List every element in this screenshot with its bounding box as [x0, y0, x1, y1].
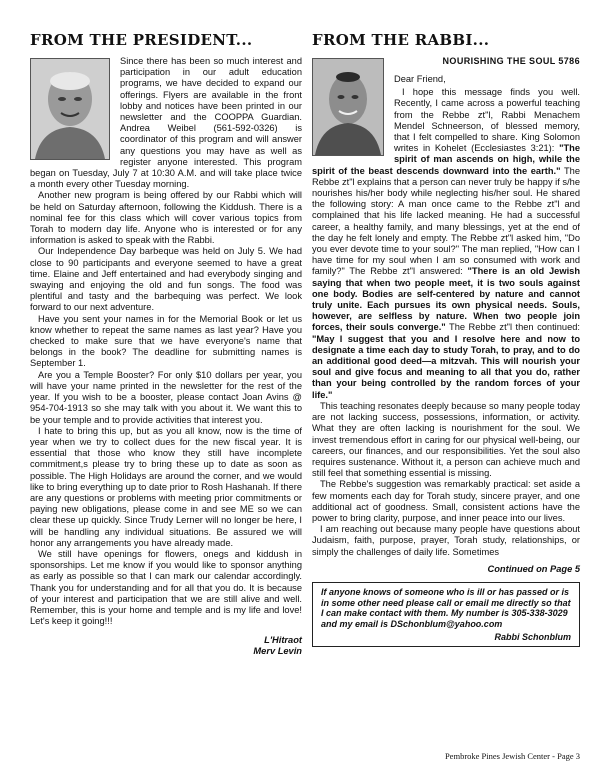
president-paragraph: Are you a Temple Booster? For only $10 dollars per year, you will have your name printed in the newsletter for the rest of the year. If you wish to be a booster, please contact Joan Avins @ 954-704-1913 so she may talk with you about it. We want this to be your temple and to provide activities that interest you. — [30, 369, 302, 425]
contact-notice-box — [312, 582, 580, 647]
rabbi-paragraph: This teaching resonates deeply because so many people today are not lacking success, possessions, information, or activity. What they are often lacking is nourishment for the soul. We invest tremendous effort in caring for our physical well-being, our careers, our finances, and our responsibilities. Yet the soul also requires sustenance. Without it, a person can achieve much and still feel that something essential is missing. — [312, 400, 580, 479]
president-paragraph: I hate to bring this up, but as you all know, now is the time of year when we try to collect dues for the new fiscal year. It is essential that those who know they still have incomplete commitment,s please try to bring these up to date as soon as possible. The High Holidays are around the corner, and we would like to bring everything up to date prior to Rosh Hashanah. If there are any questions or problems with meeting prior commitments or paying new obligations, please come in and see ME so we can clear these up quickly. Since Trudy Lerner will no longer be here, I will be handling any individual situations. Be assured we will honor any arrangements you have already made. — [30, 425, 302, 548]
rabbi-paragraph: I am reaching out because many people have questions about Judaism, faith, purpose, prayer, Torah study, relationships, or simply the challenges of daily life. Sometimes — [312, 524, 580, 557]
president-photo — [30, 58, 110, 160]
contact-notice-signature: Rabbi Schonblum — [494, 631, 571, 642]
president-paragraph: Have you sent your names in for the Memorial Book or let us know whether to repeat the same names as last year? Have you checked to make sure that we have everyone's name that belongs in the book? The deadline for submitting names is September 1. — [30, 313, 302, 369]
president-column — [30, 32, 302, 657]
rabbi-quote: "The spirit of man ascends on high, while the spirit of the beast descends downward into the earth." — [312, 143, 580, 176]
president-heading: FROM THE PRESIDENT... — [30, 31, 253, 49]
president-closing: L'Hitraot — [264, 635, 302, 646]
rabbi-text: The Rebbe zt"l then continued: — [445, 322, 580, 333]
rabbi-quote: "There is an old Jewish saying that when two people meet, it is two souls against one body. Bodies are self-centered by nature and cannot truly unite. Each pursues its own physical needs. Souls, however, are selfless by nature. When two people join forces, their souls converge." — [312, 266, 581, 333]
rabbi-text: I hope this message finds you well. Recently, I came across a powerful teaching from the Rebbe zt"l, Rabbi Menachem Mendel Schneerson, of blessed memory, that I felt compelled to share. King Solomon writes in Kohelet (Ecclesiastes 3:21): — [394, 87, 580, 154]
president-paragraph: Since there has been so much interest and participation in our adult education programs, we have decided to expand our offerings. Flyers are available in the front lobby and notices have been printed in our newsletter and the COOPPA Guardian. Andrea Weibel (561-592-0326) is coordinator of this program and will answer any questions you may have as well as register anyone interested. This program began on Tuesday, July 7 at 10:30 A.M. and will take place twice a month every other Tuesday morning. — [30, 56, 302, 190]
rabbi-text: The Rebbe zt"l explains that a person can never truly be happy if s/he nourishes his/her body while neglecting his/her soul. He shared the following story: A man once came to the Rebbe zt"l and complained that his life lacked meaning. He had a successful career, a healthy family, and many blessings, yet at the end of the day he felt lonely and empty. The Rebbe zt"l asked him, "Do you ever devote time to your soul?" The man replied, "How can I have time for my soul when I am so consumed with work and family?" The Rebbe zt"l answered: — [312, 165, 581, 277]
rabbi-paragraph: The Rebbe's suggestion was remarkably practical: set aside a few moments each day for Torah study, sincere prayer, and one additional act of goodness. Small, consistent actions have the power to bring clarity, purpose, and inner peace into our lives. — [312, 479, 580, 523]
rabbi-column — [312, 32, 580, 647]
president-paragraph: Our Independence Day barbeque was held on July 5. We had close to 90 participants and everyone seemed to have a great time. Elaine and Jeff entertained and had everybody singing and swaying and enjoying the old and fun songs. The food was plentiful and tasty and the barbequing was perfect. We look forward to our next adventure. — [30, 246, 302, 313]
president-paragraph: Another new program is being offered by our Rabbi which will be held on Saturday afternoon, following the Kiddush. There is a nominal fee for this class which will cover various topics from Torah to modern day life. Anyone who is interested or for any information is asked to speak with the Rabbi. — [30, 190, 302, 246]
rabbi-photo — [312, 58, 384, 156]
rabbi-heading: FROM THE RABBI... — [312, 31, 490, 49]
continued-note: Continued on Page 5 — [487, 563, 580, 574]
contact-notice-text: If anyone knows of someone who is ill or has passed or is in some other need please call or email me directly so that I can make contact with them. My number is 305-338-3029 and my email is DSchonblum@yahoo.com — [321, 586, 571, 630]
rabbi-greeting: Dear Friend, — [394, 74, 446, 84]
rabbi-subtitle: NOURISHING THE SOUL 5786 — [442, 56, 580, 66]
page-footer: Pembroke Pines Jewish Center - Page 3 — [444, 751, 580, 761]
rabbi-quote: "May I suggest that you and I resolve here and now to designate a time each day to study Torah, to pray, and to do an additional good deed—a mitzvah. This will nourish your soul and give focus and meaning to all that you do, rather than your being controlled by the random forces of your life." — [312, 333, 580, 400]
president-paragraph: We still have openings for flowers, onegs and kiddush in sponsorships. Let me know if you would like to sponsor anything as early as possible so that I can mark our calendar accordingly. Thank you for understanding and for all that you do. It is because of your interest and participation that we are still alive and well. Remember, this is your home and temple and is my life and love! Let's keep it going!!! — [30, 548, 302, 627]
president-signature: Merv Levin — [253, 646, 302, 657]
